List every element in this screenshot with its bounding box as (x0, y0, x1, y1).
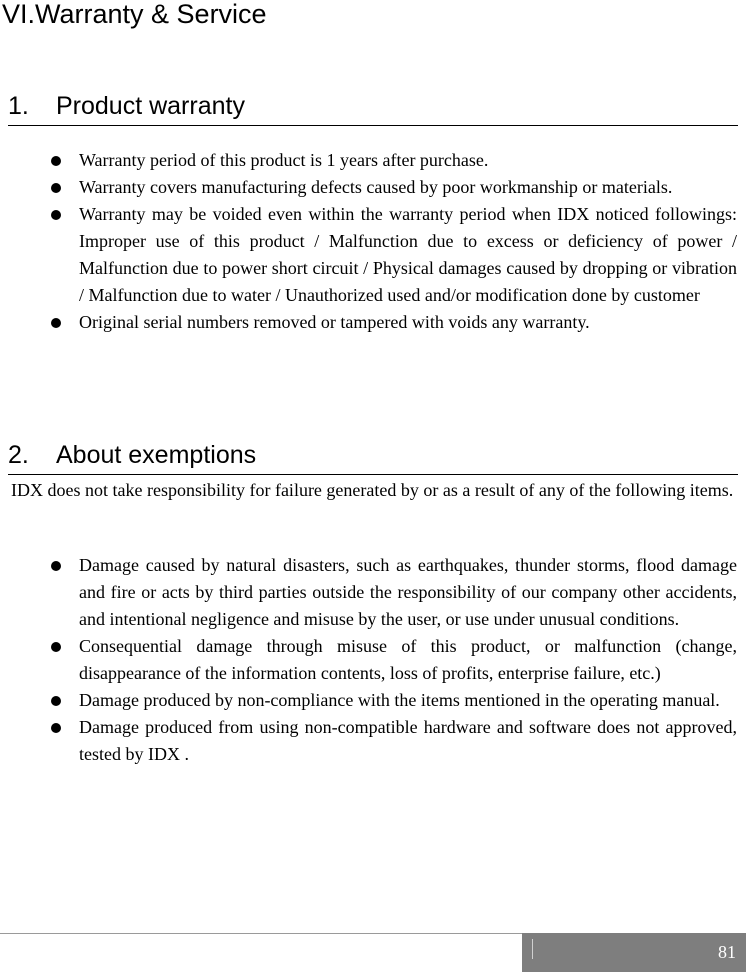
footer-rule (0, 933, 522, 934)
list-item (0, 147, 737, 174)
list-item-text: Consequential damage through misuse of this product, or malfunction (change, disappearance of the information contents, loss of profits, enterprise failure, etc.) (79, 636, 737, 683)
section-heading-about-exemptions (8, 440, 738, 475)
warranty-list (0, 147, 737, 336)
bullet-icon (51, 561, 61, 571)
section-title: About exemptions (56, 441, 257, 469)
list-item (0, 201, 737, 309)
exemptions-intro: IDX does not take responsibility for failure generated by or as a result of any of the following items. (11, 480, 734, 500)
bullet-icon (51, 210, 61, 220)
section-title: Product warranty (56, 92, 245, 120)
bullet-icon (51, 696, 61, 706)
bullet-icon (51, 183, 61, 193)
list-item (0, 633, 737, 687)
section-number: 2. (8, 441, 29, 469)
list-item-text: Warranty may be voided even within the warranty period when IDX noticed followings: Improper use of this product / Malfunction due to excess or deficiency of power / Malfunction due to power short circuit / Physical damages caused by dropping or vibration / Malfunction due to water / Unauthorized used and/or modification done by customer (79, 204, 737, 305)
footer-divider (532, 939, 533, 959)
page-number: 81 (718, 942, 736, 962)
bullet-icon (51, 642, 61, 652)
list-item-text: Original serial numbers removed or tampered with voids any warranty. (79, 312, 590, 332)
bullet-icon (51, 723, 61, 733)
list-item-text: Warranty period of this product is 1 years after purchase. (79, 150, 489, 170)
list-item-text: Damage caused by natural disasters, such as earthquakes, thunder storms, flood damage and fire or acts by third parties outside the responsibility of our company other accidents, and intentional negligence and misuse by the user, or use under unusual conditions. (79, 555, 737, 629)
section-heading-product-warranty (8, 91, 738, 126)
footer-page-box (522, 933, 746, 972)
list-item-text: Damage produced from using non-compatible hardware and software does not approved, tested by IDX . (79, 717, 737, 764)
bullet-icon (51, 318, 61, 328)
list-item-text: Warranty covers manufacturing defects caused by poor workmanship or materials. (79, 177, 673, 197)
exemptions-list (0, 552, 737, 768)
list-item (0, 687, 737, 714)
chapter-title: VI.Warranty & Service (2, 0, 267, 29)
list-item (0, 309, 737, 336)
section-number: 1. (8, 92, 29, 120)
list-item (0, 714, 737, 768)
bullet-icon (51, 156, 61, 166)
list-item (0, 174, 737, 201)
list-item (0, 552, 737, 633)
list-item-text: Damage produced by non-compliance with the items mentioned in the operating manual. (79, 690, 720, 710)
